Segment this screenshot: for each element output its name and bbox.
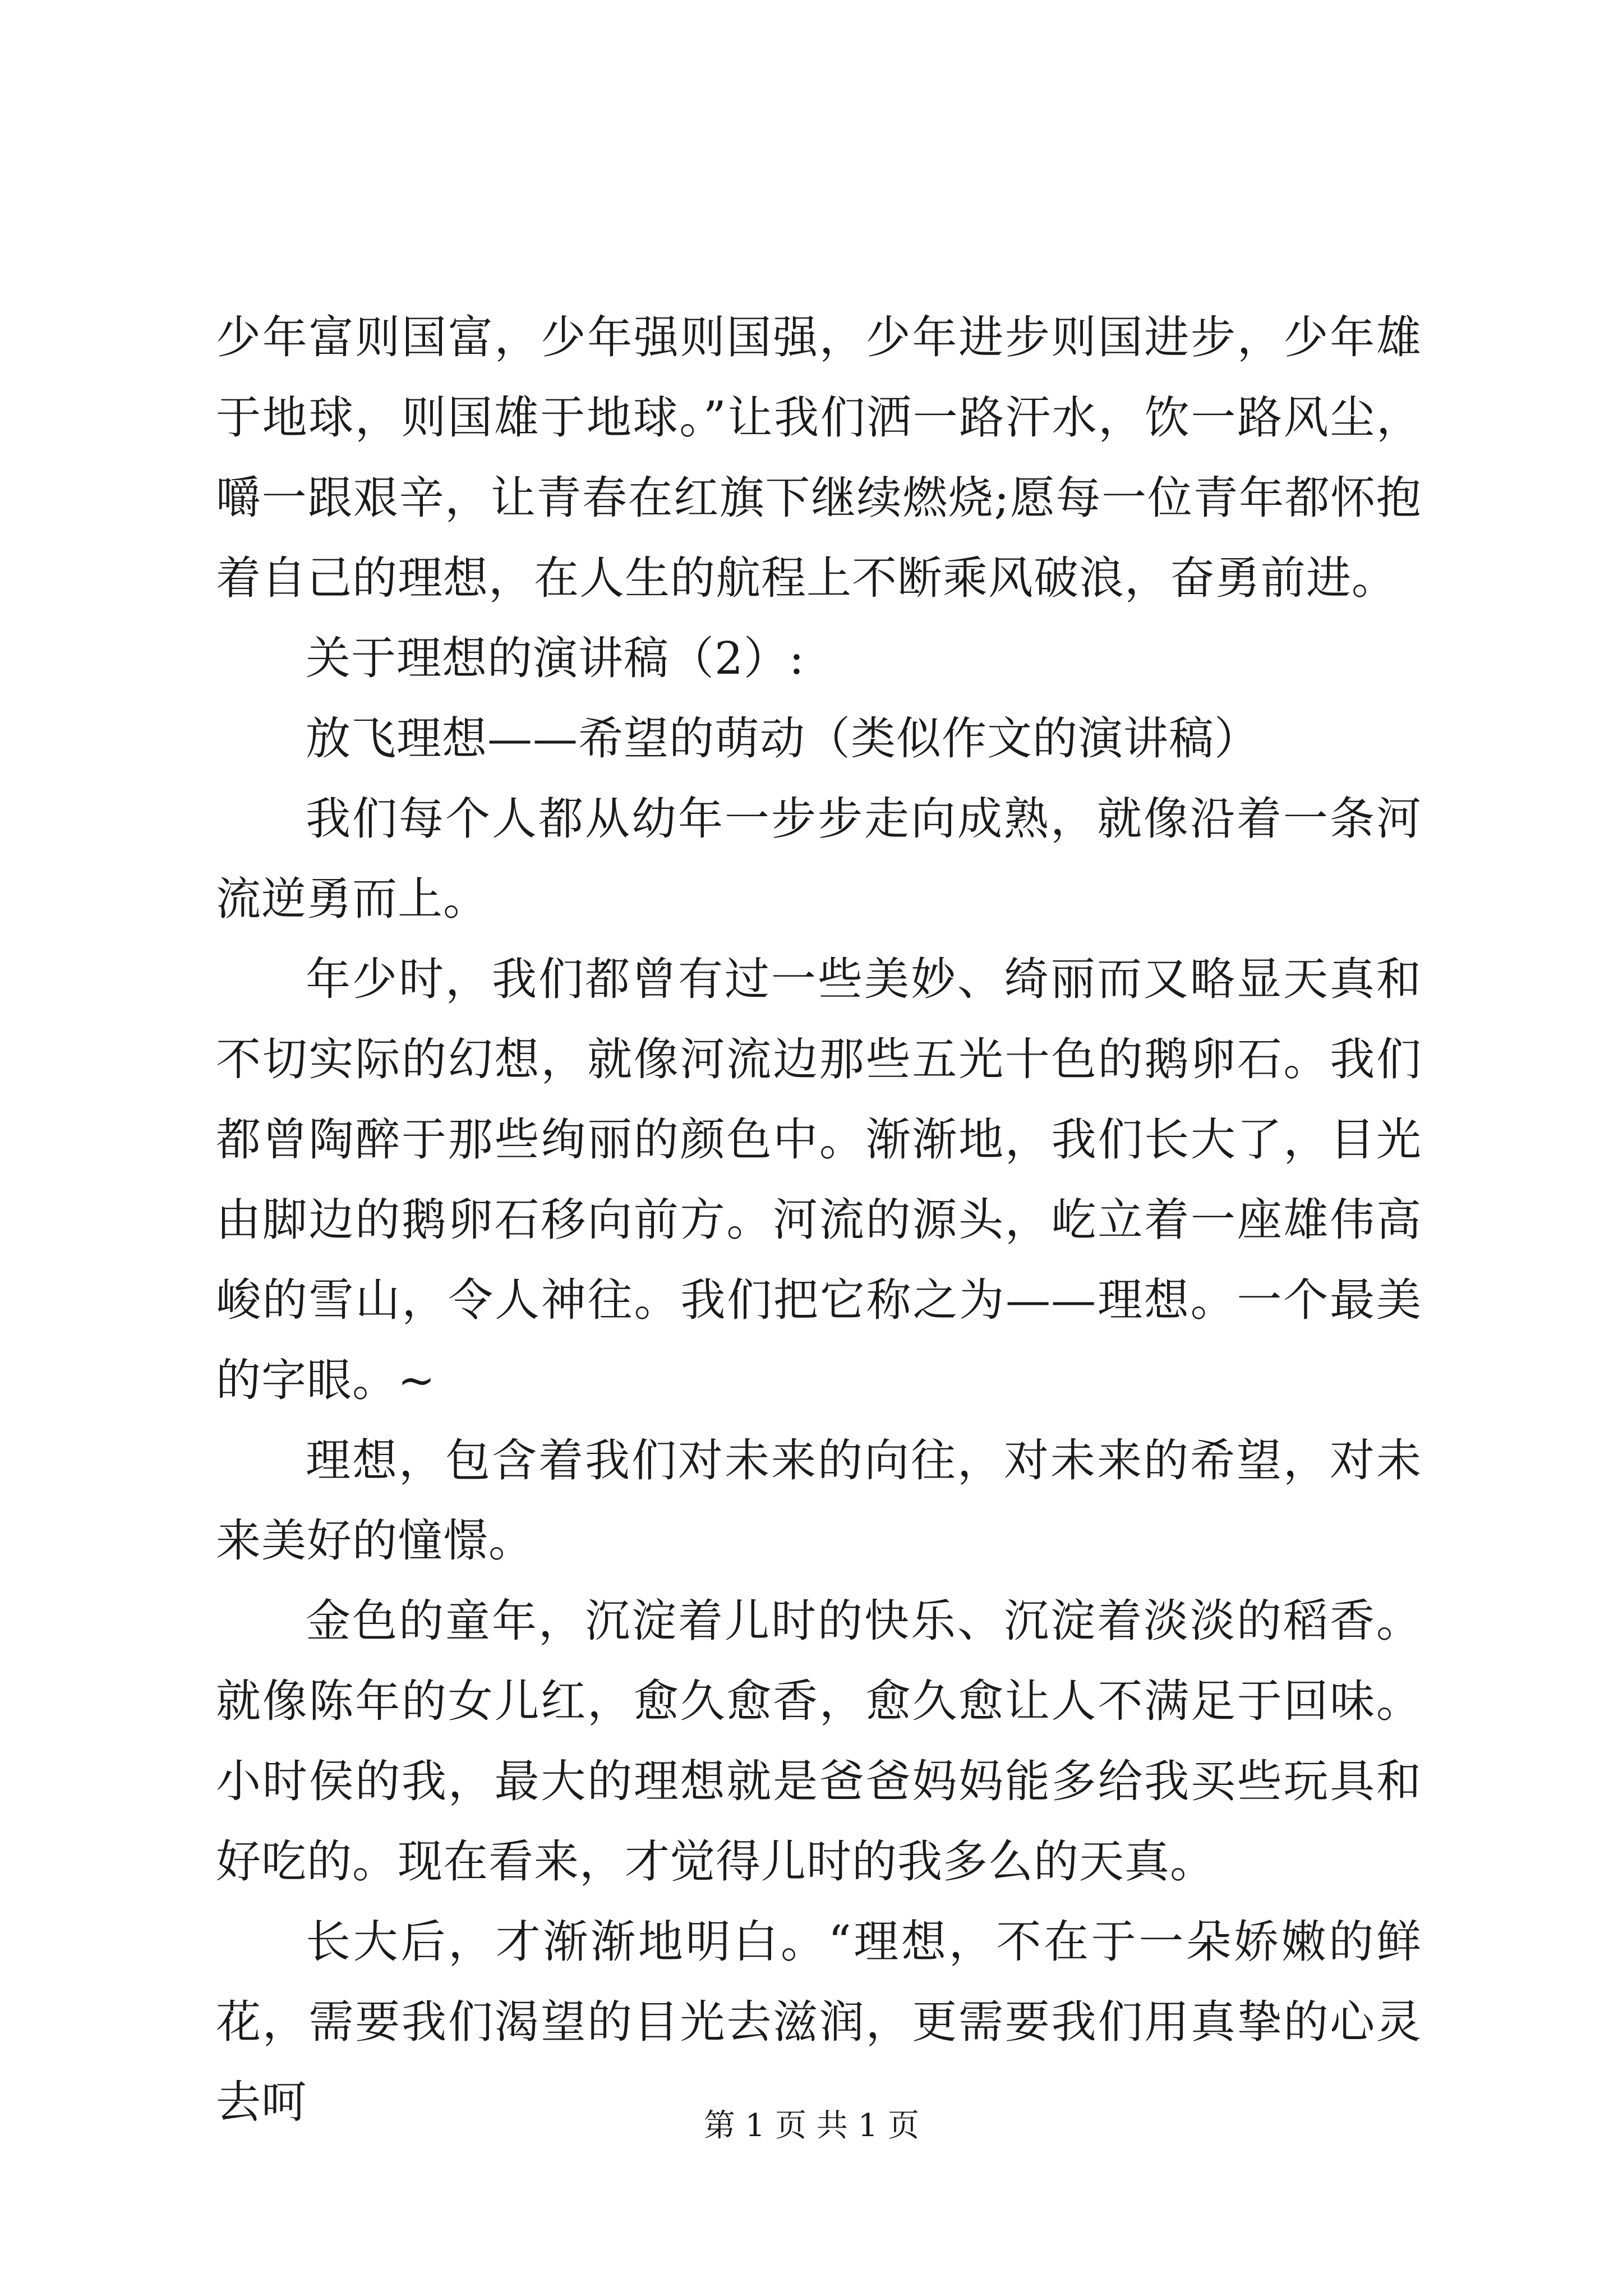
- paragraph-4: 我们每个人都从幼年一步步走向成熟，就像沿着一条河流逆勇而上。: [216, 793, 1422, 925]
- page-number-footer: 第 1 页 共 1 页: [703, 2108, 920, 2144]
- paragraph-8: 长大后，才渐渐地明白。“理想，不在于一朵娇嫩的鲜花，需要我们渴望的目光去滋润，更需要我们用真挚的心灵去呵: [216, 1916, 1422, 2128]
- paragraph-3: 放飞理想——希望的萌动（类似作文的演讲稿）: [306, 712, 1260, 765]
- paragraph-5: 年少时，我们都曾有过一些美妙、绮丽而又略显天真和不切实际的幻想，就像河流边那些五光十色的鹅卵石。我们都曾陶醉于那些绚丽的颜色中。渐渐地，我们长大了，目光由脚边的鹅卵石移向前方。河流的源头，屹立着一座雄伟高峻的雪山，令人神往。我们把它称之为——理想。一个最美的字眼。~: [216, 953, 1422, 1406]
- paragraph-2: 关于理想的演讲稿（2）:: [306, 632, 805, 684]
- paragraph-7: 金色的童年，沉淀着儿时的快乐、沉淀着淡淡的稻香。就像陈年的女儿红，愈久愈香，愈久愈让人不满足于回味。小时侯的我，最大的理想就是爸爸妈妈能多给我买些玩具和好吃的。现在看来，才觉得儿时的我多么的天真。: [216, 1595, 1422, 1888]
- document-body: [216, 297, 1422, 2142]
- paragraph-1: 少年富则国富，少年强则国强，少年进步则国进步，少年雄于地球，则国雄于地球。”让我们洒一路汗水，饮一路风尘，嚼一跟艰辛，让青春在红旗下继续燃烧;愿每一位青年都怀抱着自己的理想，在人生的航程上不断乘风破浪，奋勇前进。: [216, 311, 1422, 604]
- paragraph-6: 理想，包含着我们对未来的向往，对未来的希望，对未来美好的憧憬。: [216, 1434, 1422, 1567]
